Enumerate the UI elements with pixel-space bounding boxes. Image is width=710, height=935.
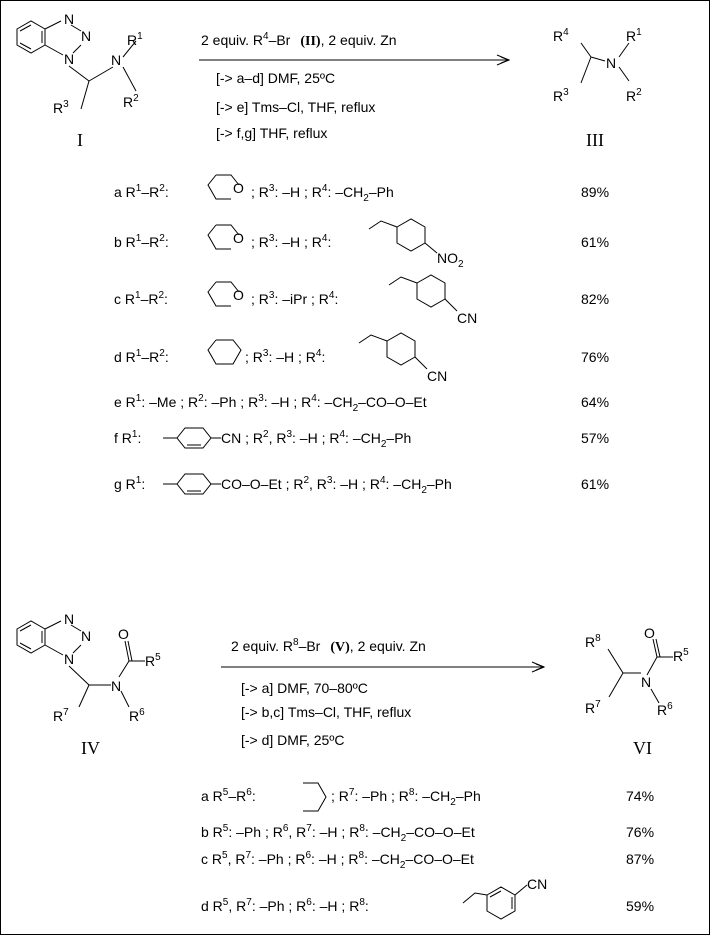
label-III: III: [586, 130, 604, 150]
yield-2a: 74%: [626, 788, 655, 804]
scheme-2: [17, 611, 689, 919]
row-2a: [201, 783, 654, 811]
yield-2b: 76%: [626, 824, 655, 840]
svg-text:CN: CN: [457, 310, 478, 326]
svg-text:c R5, R7: –Ph ; R6: –H ; R8: –: c $R^5$, $R^7$: –Ph ; $R^6$: –H ; $R^8$: $-CH_2-CO-O-Et$: [201, 850, 474, 871]
yield-1g: 61%: [581, 476, 610, 492]
row-1c: [114, 275, 609, 326]
row-1f: [114, 428, 609, 450]
svg-text:b R1–R2:: b $R^1-R^2$:: [114, 233, 169, 250]
row-1a: [114, 175, 609, 204]
svg-text:N: N: [64, 611, 75, 627]
svg-text:O: O: [118, 626, 129, 642]
yield-1c: 82%: [581, 291, 610, 307]
yield-2d: 59%: [626, 898, 655, 914]
row-2d: [201, 876, 654, 919]
svg-text:b R5: –Ph ; R6, R7: –H ; R8: –: b $R^5$: –Ph ; $R^6$, $R^7$: –H ; $R^8$: $-CH_2-CO-O-Et$: [201, 823, 475, 844]
svg-text:d R5, R7: –Ph ; R6: –H ; R8:: d $R^5$, $R^7$: –Ph ; $R^6$: –H ; $R^8$:: [201, 897, 369, 914]
svg-text:R7: $R^7$: [53, 707, 69, 724]
svg-text:NO2: $NO_2$: [437, 250, 464, 270]
label-IV: IV: [81, 738, 100, 758]
row-1e: [114, 393, 609, 414]
svg-text:N: N: [81, 28, 92, 44]
svg-text:N: N: [111, 52, 122, 68]
reagents-2: 2 equiv. $R^8-Br$ (V), 2 equiv. Zn: [231, 637, 426, 655]
svg-text:; R3: –H ; R4:: ; $R^3$: –H ; $R^4$:: [245, 348, 326, 365]
reagents-1: 2 equiv. $R^4-Br$ (II), 2 equiv. Zn: [201, 31, 397, 49]
svg-text:CN ; R2, R3: –H ; R4: –CH2–Ph: CN ; $R^2$, $R^3$: –H ; $R^4$: $-CH_2-Ph$: [221, 429, 412, 450]
reaction-arrow-1: [199, 31, 509, 141]
row-2b: [201, 823, 654, 844]
row-1g: [114, 474, 609, 496]
reaction-arrow-2: [221, 637, 544, 748]
yield-2c: 87%: [626, 851, 655, 867]
svg-text:N: N: [606, 55, 617, 71]
svg-text:a R5–R6:: a $R^5-R^6$:: [201, 787, 256, 804]
svg-text:R3: $R^3$: [553, 87, 569, 104]
scheme-1: [17, 11, 642, 496]
svg-text:R1: $R^1$: [127, 31, 143, 48]
svg-text:R8: $R^8$: [585, 633, 601, 650]
svg-text:R6: $R^6$: [657, 701, 673, 718]
svg-text:R4: $R^4$: [553, 27, 569, 44]
yield-1d: 76%: [581, 349, 610, 365]
svg-text:CO–O–Et ; R2, R3: –H ; R4: –C: CO–O–Et ; $R^2$, $R^3$: –H ; $R^4$: $-CH_2-Ph$: [221, 475, 452, 496]
svg-text:O: O: [644, 625, 655, 641]
structure-I-benzotriazole: [17, 11, 143, 150]
svg-text:R6: $R^6$: [129, 707, 145, 724]
structure-III: [553, 27, 642, 150]
row-1b: [114, 219, 609, 270]
svg-text:; R3: –H ; R4:: ; $R^3$: –H ; $R^4$:: [251, 233, 332, 250]
yield-1b: 61%: [581, 234, 610, 250]
svg-text:R5: $R^5$: [673, 647, 689, 664]
svg-text:CN: CN: [527, 876, 548, 892]
svg-text:R2: $R^2$: [626, 87, 642, 104]
label-I: I: [77, 130, 83, 150]
svg-text:; R7: –Ph ; R8: –CH2–Ph: ; $R^7$: –Ph ; $R^8$: $-CH_2-Ph$: [331, 787, 481, 808]
label-VI: VI: [633, 738, 652, 758]
condition-1c: [-> f,g] THF, reflux: [216, 125, 328, 141]
yield-1a: 89%: [581, 184, 610, 200]
condition-2b: [-> b,c] Tms–Cl, THF, reflux: [241, 704, 412, 720]
condition-1b: [-> e] Tms–Cl, THF, reflux: [216, 99, 376, 115]
svg-text:O: O: [233, 230, 244, 246]
svg-text:e R1: –Me ; R2: –Ph ; R3: –H ;: e $R^1$: –Me ; $R^2$: –Ph ; $R^3$: –H ; $R^4$: $-CH_2-CO-O-Et$: [114, 393, 427, 414]
yield-1f: 57%: [581, 430, 610, 446]
svg-text:f R1:: f $R^1$:: [114, 429, 142, 446]
reaction-schemes: [1, 1, 709, 934]
svg-text:; R3: –H ; R4: –CH2–Ph: ; $R^3$: –H ; $R^4$: $-CH_2-Ph$: [251, 183, 394, 204]
row-2c: [201, 850, 654, 871]
condition-2c: [-> d] DMF, 25ºC: [241, 732, 345, 748]
svg-text:N: N: [64, 11, 75, 27]
row-1d: [114, 333, 609, 384]
svg-text:O: O: [233, 180, 244, 196]
svg-text:R1: $R^1$: [626, 27, 642, 44]
svg-text:N: N: [64, 651, 75, 667]
svg-text:R7: $R^7$: [585, 699, 601, 716]
svg-text:R2: $R^2$: [123, 93, 139, 110]
structure-VI: [585, 625, 689, 758]
svg-text:g R1:: g $R^1$:: [114, 475, 146, 492]
svg-text:N: N: [111, 678, 122, 694]
yield-1e: 64%: [581, 394, 610, 410]
condition-2a: [-> a] DMF, 70–80ºC: [241, 680, 368, 696]
svg-text:N: N: [81, 628, 92, 644]
svg-text:d R1–R2:: d $R^1-R^2$:: [114, 348, 169, 365]
svg-text:R3: $R^3$: [53, 99, 69, 116]
svg-text:a R1–R2:: a $R^1-R^2$:: [114, 183, 169, 200]
svg-text:R5: $R^5$: [145, 652, 161, 669]
svg-text:c R1–R2:: c $R^1-R^2$:: [114, 290, 168, 307]
svg-text:CN: CN: [427, 368, 448, 384]
structure-IV: [17, 611, 161, 758]
svg-text:N: N: [64, 51, 75, 67]
svg-text:O: O: [233, 287, 244, 303]
svg-text:; R3: –iPr ; R4:: ; $R^3$: –iPr ; $R^4$:: [251, 290, 339, 307]
condition-1a: [-> a–d] DMF, 25ºC: [216, 70, 336, 86]
svg-text:N: N: [641, 674, 652, 690]
